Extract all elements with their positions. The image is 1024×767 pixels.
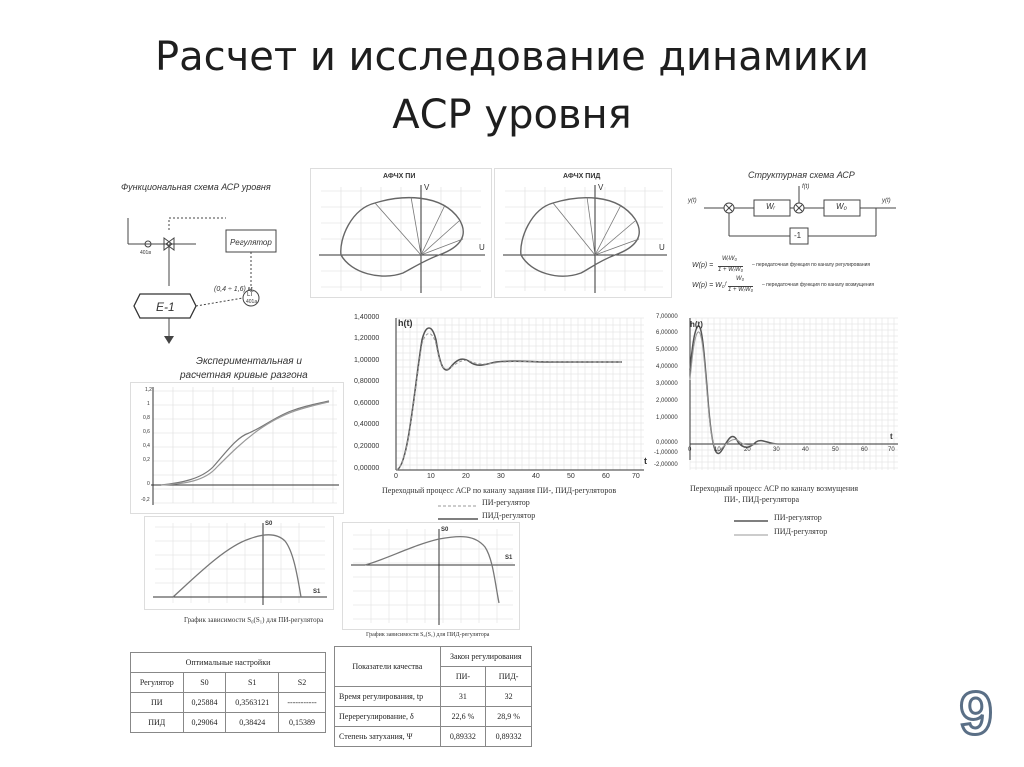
dist-ytick: 6,00000 [656, 330, 678, 336]
task-svg [352, 310, 652, 530]
task-ytick: 0,00000 [354, 465, 380, 472]
s-pid-s0: S0 [441, 527, 449, 533]
razgon-ytick: -0,2 [141, 497, 150, 503]
sensor-sub: 401а [246, 299, 258, 305]
razgon-ytick: 0 [147, 481, 150, 487]
s-pid-svg [343, 523, 519, 629]
s-pid-chart [342, 522, 520, 630]
razgon-title-1: Экспериментальная и [196, 356, 302, 367]
eq1-den: 1 + WᵣW₀ [718, 267, 744, 273]
dist-svg [654, 310, 904, 540]
dist-xtick: 10 [714, 447, 721, 453]
dist-xtick: 50 [832, 447, 839, 453]
functional-scheme-title: Функциональная схема АСР уровня [121, 182, 271, 192]
quality-pi: ПИ- [440, 667, 486, 687]
afchh-pi-title: АФЧХ ПИ [383, 173, 416, 180]
dist-caption-2: ПИ-, ПИД-регулятора [724, 495, 799, 504]
dist-xtick: 40 [802, 447, 809, 453]
razgon-ytick: 0,4 [143, 443, 150, 449]
wo-block: W₀ [836, 202, 847, 211]
dist-xlabel: t [890, 432, 893, 441]
s-pi-chart [144, 516, 334, 610]
dist-xtick: 70 [888, 447, 895, 453]
dist-legend-pi: ПИ-регулятор [774, 513, 822, 522]
slide-title [0, 28, 1024, 144]
task-legend-pid: ПИД-регулятор [482, 511, 536, 520]
task-xtick: 40 [532, 473, 540, 480]
table-row [335, 687, 532, 707]
dist-ylabel: h(t) [690, 320, 703, 329]
structural-title: Структурная схема АСР [748, 170, 855, 180]
razgon-title-2: расчетная кривые разгона [180, 370, 308, 381]
table-cell: 22,6 % [440, 707, 486, 727]
s-pi-svg [145, 517, 333, 609]
task-ytick: 0,80000 [354, 378, 380, 385]
task-xlabel: t [644, 456, 647, 466]
razgon-ytick: 0,8 [143, 415, 150, 421]
dist-legend-pi-swatch [734, 517, 768, 525]
wr-block: Wᵣ [766, 202, 776, 211]
afchh-pi-v: V [424, 183, 430, 192]
razgon-ytick: 0,6 [143, 429, 150, 435]
razgon-ytick: 1 [147, 401, 150, 407]
table-cell: 0,29064 [183, 713, 226, 733]
task-xtick: 70 [632, 473, 640, 480]
dist-legend-pid: ПИД-регулятор [774, 527, 828, 536]
dist-ytick: 4,00000 [656, 364, 678, 370]
functional-scheme-diagram [118, 178, 304, 348]
afchh-pi-chart [310, 168, 492, 298]
task-xtick: 20 [462, 473, 470, 480]
afchh-pid-v: V [598, 183, 604, 192]
afchh-pid-svg [495, 169, 671, 297]
functional-scheme [118, 178, 304, 348]
afchh-pi-svg [311, 169, 491, 297]
table-row [131, 693, 326, 713]
eq1-text: – передаточная функция по каналу регулирования [752, 262, 871, 268]
dist-legend-pid-swatch [734, 531, 768, 539]
s-pid-s1: S1 [505, 555, 513, 561]
s-pi-s0: S0 [265, 521, 273, 527]
task-channel-chart [352, 310, 652, 530]
quality-table [334, 646, 532, 747]
table-cell: Регулятор [131, 673, 184, 693]
table-cell: Время регулирования, tр [335, 687, 441, 707]
task-ytick: 0,40000 [354, 421, 380, 428]
table-cell: 0,15389 [279, 713, 326, 733]
afchh-pid-title: АФЧХ ПИД [563, 173, 601, 180]
table-cell: 0,25884 [183, 693, 226, 713]
table-cell: S1 [226, 673, 279, 693]
table-cell: S2 [279, 673, 326, 693]
table-cell: 28,9 % [486, 707, 532, 727]
feedback-block: -1 [794, 231, 802, 240]
table-cell: ПИ [131, 693, 184, 713]
dist-xtick: 20 [744, 447, 751, 453]
table-cell: 0,89332 [440, 727, 486, 747]
dist-caption-1: Переходный процесс АСР по каналу возмущения [690, 484, 859, 493]
dist-xtick: 60 [861, 447, 868, 453]
table-cell: 0,3563121 [226, 693, 279, 713]
task-ytick: 1,20000 [354, 335, 380, 342]
table-cell: S0 [183, 673, 226, 693]
table-cell: 31 [440, 687, 486, 707]
eq2-left: W(p) = W₀ᶠ [692, 282, 727, 289]
regulator-label: Регулятор [230, 238, 272, 247]
quality-pid: ПИД- [486, 667, 532, 687]
quality-law: Закон регулирования [440, 647, 531, 667]
task-caption: Переходный процесс АСР по каналу задания ПИ-, ПИД-регуляторов [382, 486, 617, 495]
task-xtick: 0 [394, 473, 398, 480]
afchh-pid-chart [494, 168, 672, 298]
razgon-ytick: 0,2 [143, 457, 150, 463]
table-row [131, 673, 326, 693]
afchh-pi-u: U [479, 243, 485, 252]
range-label: (0,4 ÷ 1,6) м [214, 286, 253, 293]
input-signal: y(t) [688, 198, 697, 204]
eq1-left: W(p) = [692, 262, 714, 269]
dist-xtick: 0 [688, 447, 692, 453]
disturbance-signal: f(t) [802, 184, 810, 190]
table-cell: Перерегулирование, δ [335, 707, 441, 727]
table-cell: 32 [486, 687, 532, 707]
task-xtick: 50 [567, 473, 575, 480]
task-ytick: 0,60000 [354, 400, 380, 407]
eq2-text: – передаточная функция по каналу возмущения [762, 282, 875, 288]
page-number [946, 676, 1006, 746]
vessel-label: Е-1 [156, 300, 175, 314]
table-cell: ПИД [131, 713, 184, 733]
quality-col1: Показатели качества [335, 647, 441, 687]
dist-ytick: 7,00000 [656, 314, 678, 320]
dist-ytick: 5,00000 [656, 347, 678, 353]
page-number-text: 9 [959, 680, 993, 746]
eq2-den: 1 + WᵣW₀ [728, 287, 754, 293]
title-line-2: АСР уровня [392, 92, 632, 138]
dist-ytick: -1,00000 [654, 450, 678, 456]
razgon-chart [130, 382, 344, 514]
structural-scheme [686, 166, 908, 296]
razgon-ytick: 1,2 [145, 387, 152, 393]
title-line-1: Расчет и исследование динамики [154, 34, 870, 80]
s-pid-caption: График зависимости S₀(S₁) для ПИД-регулятора [366, 632, 490, 638]
dist-xtick: 30 [773, 447, 780, 453]
task-ytick: 1,40000 [354, 314, 380, 321]
task-legend-pi: ПИ-регулятор [482, 498, 530, 507]
table-cell: ----------- [279, 693, 326, 713]
dist-ytick: 1,00000 [656, 415, 678, 421]
table-row [335, 647, 532, 667]
table-cell: 0,89332 [486, 727, 532, 747]
task-xtick: 30 [497, 473, 505, 480]
dist-ytick: -2,00000 [654, 462, 678, 468]
table-cell: Степень затухания, Ψ [335, 727, 441, 747]
optimal-header: Оптимальные настройки [131, 653, 326, 673]
razgon-svg [131, 383, 343, 513]
eq2-num: W₀ [736, 276, 745, 282]
table-cell: 0,38424 [226, 713, 279, 733]
sensor-tag: LT [247, 292, 254, 298]
table-row [335, 707, 532, 727]
table-row [131, 713, 326, 733]
task-xtick: 10 [427, 473, 435, 480]
valve-tag: 401в [140, 250, 151, 256]
dist-ytick: 3,00000 [656, 381, 678, 387]
disturbance-channel-chart [654, 310, 904, 540]
output-signal: y(t) [882, 198, 891, 204]
dist-ytick: 2,00000 [656, 398, 678, 404]
task-xtick: 60 [602, 473, 610, 480]
task-ylabel: h(t) [398, 318, 413, 328]
afchh-pid-u: U [659, 243, 665, 252]
s-pi-caption: График зависимости S₀(S₁) для ПИ-регулятора [184, 616, 324, 624]
task-ytick: 1,00000 [354, 357, 380, 364]
eq1-num: WᵣW₀ [722, 256, 737, 262]
task-ytick: 0,20000 [354, 443, 380, 450]
task-legend-pi-swatch [438, 502, 478, 510]
s-pi-s1: S1 [313, 589, 321, 595]
dist-ytick: 0,00000 [656, 440, 678, 446]
optimal-settings-table [130, 652, 326, 733]
table-row [335, 727, 532, 747]
